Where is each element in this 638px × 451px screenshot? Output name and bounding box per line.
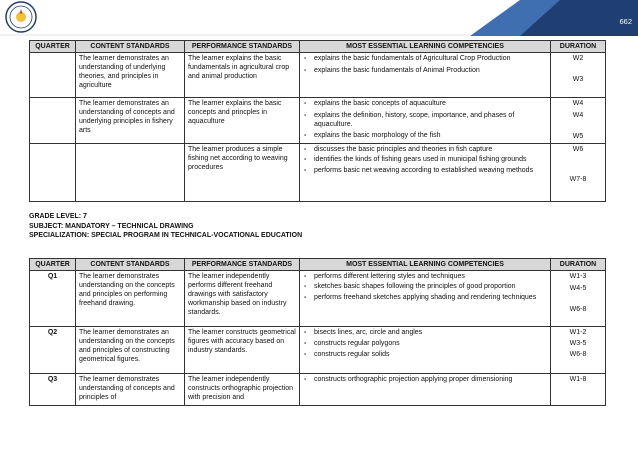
col-competencies: MOST ESSENTIAL LEARNING COMPETENCIES <box>300 41 551 53</box>
quarter-cell: Q2 <box>30 327 76 374</box>
competencies-cell <box>300 53 551 98</box>
table-header-row <box>30 41 606 53</box>
competencies-cell <box>300 271 551 327</box>
table-header-row <box>30 259 606 271</box>
col-duration: DURATION <box>551 259 606 271</box>
content-standard-cell: The learner demonstrates an understanding of concepts and underlying principles in fishery arts <box>76 98 185 144</box>
list-item: - constructs orthographic projection applying proper dimensioning <box>303 375 547 384</box>
duration-value: W4 <box>572 100 584 107</box>
competencies-cell <box>300 98 551 144</box>
col-competencies: MOST ESSENTIAL LEARNING COMPETENCIES <box>300 259 551 271</box>
quarter-cell: Q1 <box>30 271 76 327</box>
col-quarter: QUARTER <box>30 41 76 53</box>
list-item: - discusses the basic principles and theories in fish capture <box>303 145 547 154</box>
table-row <box>30 271 606 327</box>
deped-seal-icon <box>4 0 38 34</box>
duration-value: W3 <box>572 76 584 83</box>
content-standard-cell: The learner demonstrates an understanding on the concepts and principles of constructing geometrical figures. <box>76 327 185 374</box>
duration-value: W1-3 <box>569 273 587 280</box>
technical-drawing-table <box>29 258 606 406</box>
duration-value: W7-8 <box>569 176 587 183</box>
col-content-standards: CONTENT STANDARDS <box>76 41 185 53</box>
content-standard-cell: The learner demonstrates understanding of concepts and principles of <box>76 374 185 406</box>
grade-info <box>29 212 302 241</box>
table-row <box>30 53 606 98</box>
duration-cell <box>551 98 606 144</box>
competencies-cell <box>300 144 551 202</box>
content-standard-cell <box>76 144 185 202</box>
content-standard-cell: The learner demonstrates an understanding of underlying theories, and principles in agriculture <box>76 53 185 98</box>
list-item: - explains the basic fundamentals of Animal Production <box>303 66 547 75</box>
duration-value: W4 <box>572 112 584 119</box>
duration-value: W6 <box>572 146 584 153</box>
duration-value: W6-8 <box>569 351 587 358</box>
list-item: - explains the definition, history, scope, importance, and phases of aquaculture. <box>303 111 547 129</box>
list-item: - explains the basic fundamentals of Agricultural Crop Production <box>303 54 547 63</box>
performance-standard-cell: The learner explains the basic fundamentals in agricultural crop and animal production <box>185 53 300 98</box>
list-item: - bisects lines, arc, circle and angles <box>303 328 547 337</box>
subject-label: SUBJECT: MANDATORY – TECHNICAL DRAWING <box>29 222 194 230</box>
duration-value: W4-5 <box>569 285 587 292</box>
duration-cell <box>551 144 606 202</box>
performance-standard-cell: The learner independently performs different freehand drawings with satisfactory workmanship based on industry standards. <box>185 271 300 327</box>
grade-level-label: GRADE LEVEL: 7 <box>29 213 87 220</box>
duration-value: W2 <box>572 55 584 62</box>
header-band <box>0 0 638 36</box>
content-standard-cell: The learner demonstrates understanding on the concepts and principles on performing freehand drawing. <box>76 271 185 327</box>
quarter-cell <box>30 98 76 144</box>
performance-standard-cell: The learner explains the basic concepts and princples in aquaculture <box>185 98 300 144</box>
table-row <box>30 374 606 406</box>
duration-value: W1-2 <box>569 329 587 336</box>
list-item: - identifies the kinds of fishing gears used in municipal fishing grounds <box>303 155 547 164</box>
duration-cell <box>551 327 606 374</box>
specialization-label: SPECIALIZATION: SPECIAL PROGRAM IN TECHNICAL-VOCATIONAL EDUCATION <box>29 232 303 239</box>
duration-value: W5 <box>572 133 584 140</box>
table-row <box>30 98 606 144</box>
performance-standard-cell: The learner constructs geometrical figures with accuracy based on industry standards. <box>185 327 300 374</box>
page-number: 662 <box>619 17 632 26</box>
col-quarter: QUARTER <box>30 259 76 271</box>
list-item: - performs different lettering styles and techniques <box>303 272 547 281</box>
list-item: - explains the basic morphology of the fish <box>303 131 547 140</box>
competencies-cell <box>300 374 551 406</box>
list-item: - explains the basic concepts of aquaculture <box>303 99 547 108</box>
duration-value: W6-8 <box>569 306 587 313</box>
list-item: - constructs regular polygons <box>303 339 547 348</box>
list-item: - constructs regular solids <box>303 350 547 359</box>
quarter-cell <box>30 53 76 98</box>
duration-cell <box>551 374 606 406</box>
competency-table-continued <box>29 40 606 202</box>
list-item: - performs freehand sketches applying shading and rendering techniques <box>303 293 547 302</box>
duration-value: W3-5 <box>569 340 587 347</box>
col-performance-standards: PERFORMANCE STANDARDS <box>185 259 300 271</box>
duration-value: W1-8 <box>569 376 587 383</box>
col-duration: DURATION <box>551 41 606 53</box>
table-row <box>30 327 606 374</box>
list-item: - performs basic net weaving according to established weaving methods <box>303 166 547 175</box>
table-row <box>30 144 606 202</box>
performance-standard-cell: The learner produces a simple fishing net according to weaving procedures <box>185 144 300 202</box>
quarter-cell: Q3 <box>30 374 76 406</box>
col-performance-standards: PERFORMANCE STANDARDS <box>185 41 300 53</box>
quarter-cell <box>30 144 76 202</box>
duration-cell <box>551 271 606 327</box>
col-content-standards: CONTENT STANDARDS <box>76 259 185 271</box>
performance-standard-cell: The learner independently constructs orthographic projection with precision and <box>185 374 300 406</box>
duration-cell <box>551 53 606 98</box>
list-item: - sketches basic shapes following the principles of good proportion <box>303 282 547 291</box>
competencies-cell <box>300 327 551 374</box>
